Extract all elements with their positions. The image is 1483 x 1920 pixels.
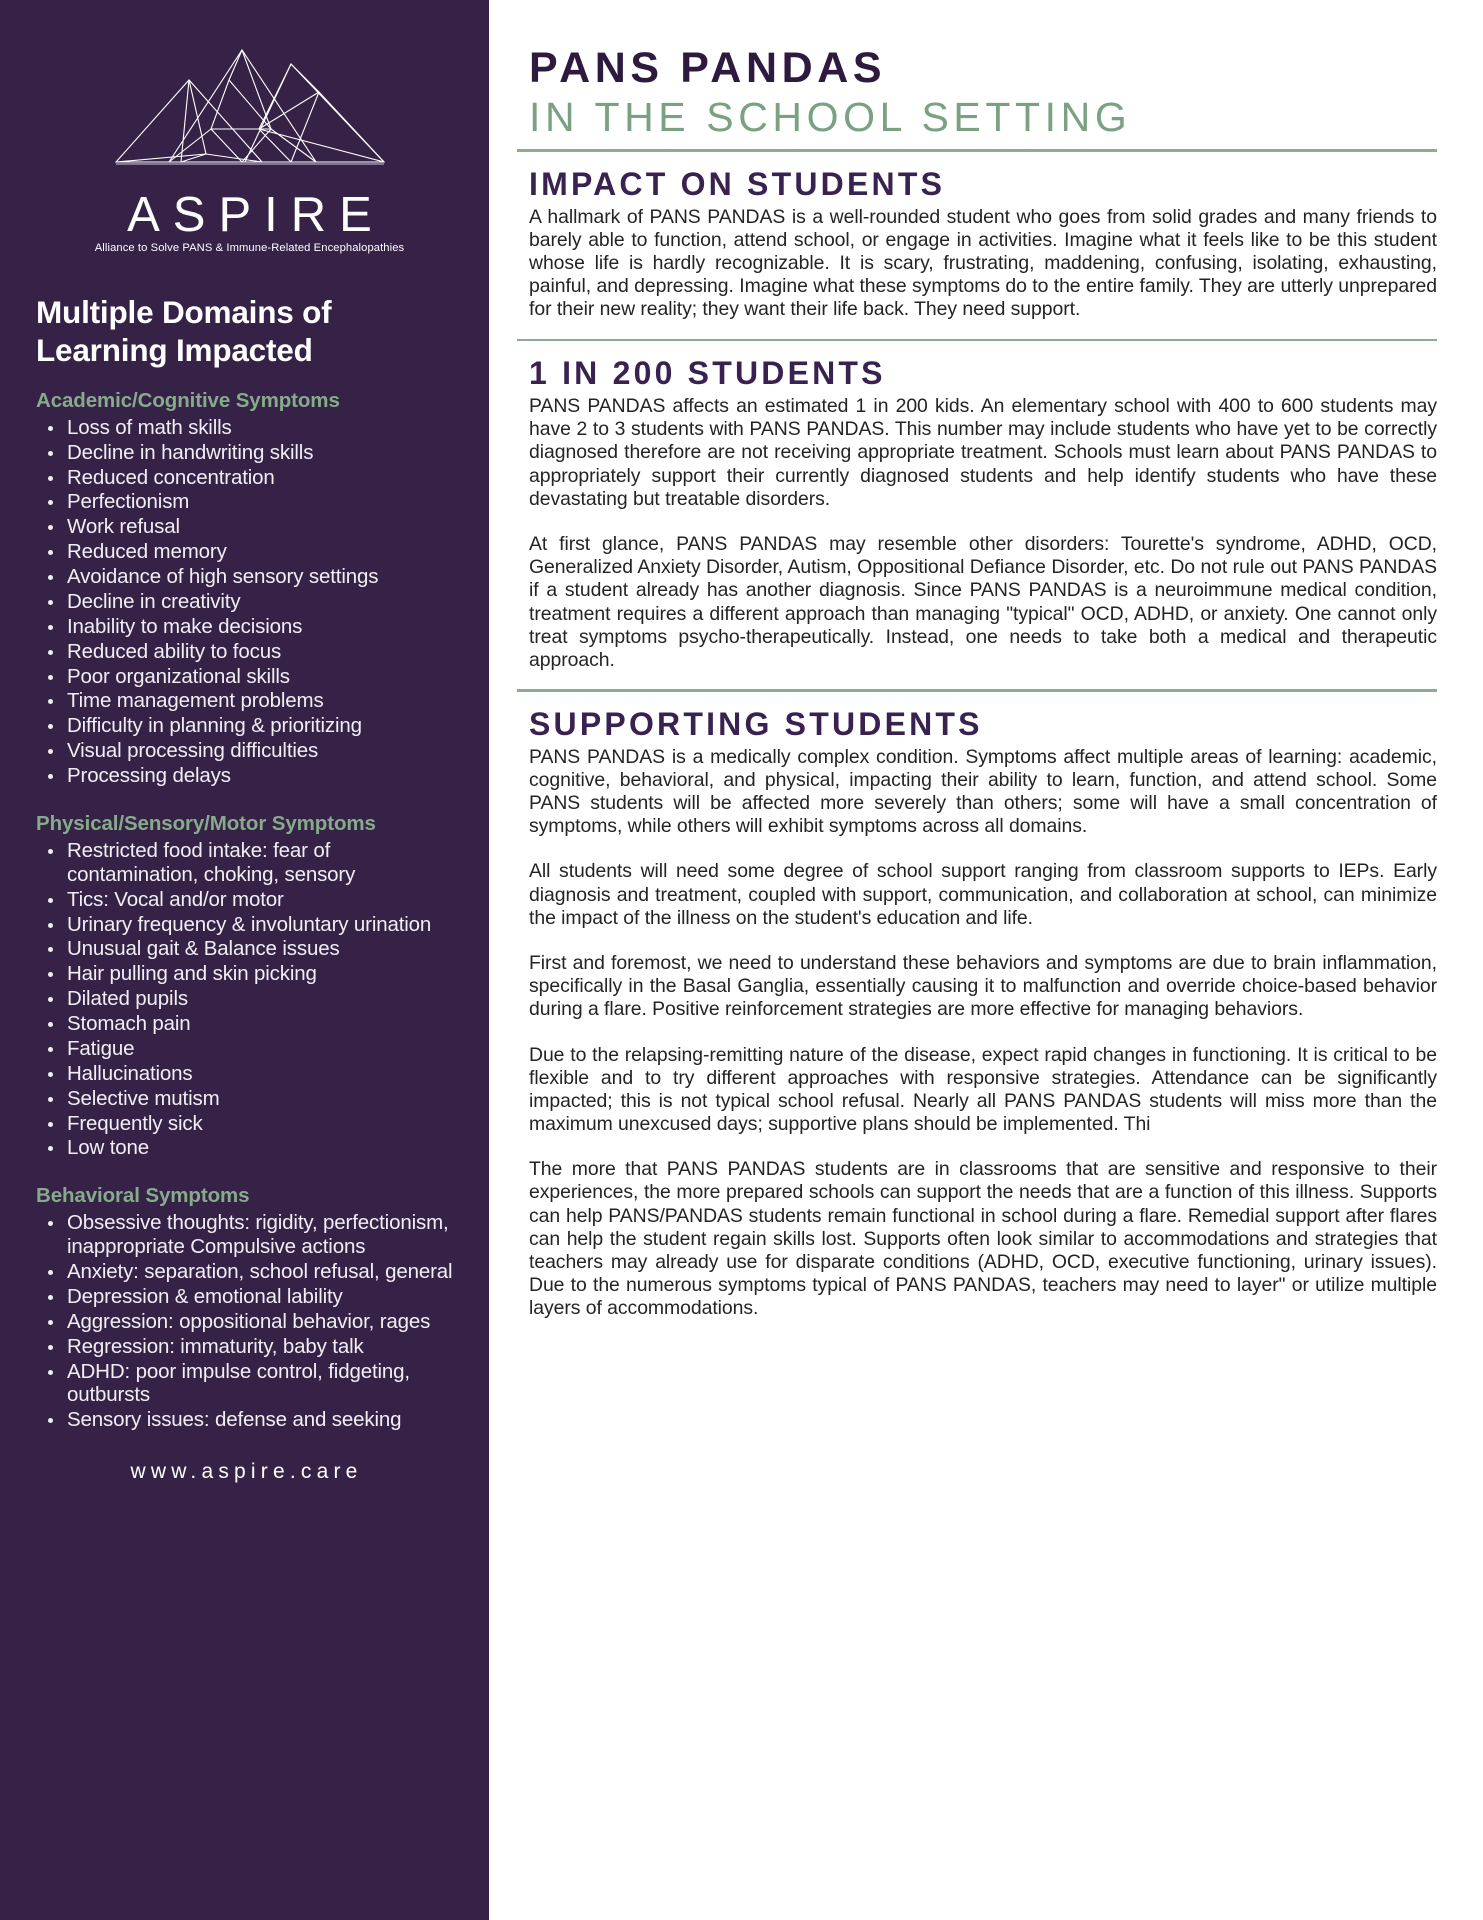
list-item: Avoidance of high sensory settings: [36, 565, 463, 589]
list-item: Time management problems: [36, 689, 463, 713]
aspire-logo: [36, 0, 463, 254]
paragraph: A hallmark of PANS PANDAS is a well-rounded student who goes from solid grades and many friends to barely able to function, attend school, or engage in activities. Imagine what it feels like to be this student whose life is hardly recognizable. It is scary, frustrating, maddening, confusing, isolating, exhausting, painful, and depressing. Imagine what these symptoms do to the entire family. They are utterly unprepared for their new reality; they want their life back. They need support.: [529, 205, 1437, 321]
list-item: Urinary frequency & involuntary urination: [36, 913, 463, 937]
list-item: Unusual gait & Balance issues: [36, 937, 463, 961]
list-item: Restricted food intake: fear of contamination, choking, sensory: [36, 839, 463, 887]
list-item: Reduced memory: [36, 540, 463, 564]
list-item: Tics: Vocal and/or motor: [36, 888, 463, 912]
list-item: Work refusal: [36, 515, 463, 539]
list-item: Processing delays: [36, 764, 463, 788]
list-item: Reduced concentration: [36, 466, 463, 490]
list-item: Visual processing difficulties: [36, 739, 463, 763]
list-item: Low tone: [36, 1136, 463, 1160]
list-item: Selective mutism: [36, 1087, 463, 1111]
list-item: Hair pulling and skin picking: [36, 962, 463, 986]
section-impact-on-students: [517, 166, 1437, 322]
category-heading-physical: Physical/Sensory/Motor Symptoms: [36, 811, 376, 835]
paragraph: PANS PANDAS is a medically complex condition. Symptoms affect multiple areas of learning: academic, cognitive, behavioral, and physical, impacting their ability to learn, function, and attend school. Some PANS students will be affected more severely than others; some will have a small concentration of symptoms, while others will exhibit symptoms across all domains.: [529, 745, 1437, 838]
category-heading-behavioral: Behavioral Symptoms: [36, 1184, 250, 1208]
list-item: Fatigue: [36, 1037, 463, 1061]
list-item: Decline in handwriting skills: [36, 441, 463, 465]
list-item: Hallucinations: [36, 1062, 463, 1086]
section-heading: IMPACT ON STUDENTS: [529, 165, 946, 202]
mountain-triangles-logo-icon: [111, 34, 389, 186]
list-item: Inability to make decisions: [36, 615, 463, 639]
divider-after-200: [517, 689, 1437, 692]
list-item: Anxiety: separation, school refusal, general: [36, 1260, 463, 1284]
paragraph: The more that PANS PANDAS students are in classrooms that are sensitive and responsive to their experiences, the more prepared schools can support the needs that are a function of this illness. Supports can help PANS/PANDAS students remain functional in school during a flare. Remedial support after flares can help the student regain skills lost. Supports often look similar to accommodations and strategies that teachers may already use for disparate conditions (ADHD, OCD, executive functioning, urinary issues). Due to the numerous symptoms typical of PANS PANDAS, teachers may need to layer" or utilize multiple layers of accommodations.: [529, 1158, 1437, 1320]
list-item: Aggression: oppositional behavior, rages: [36, 1310, 463, 1334]
list-item: Perfectionism: [36, 490, 463, 514]
symptom-list-academic: [36, 416, 463, 788]
sidebar: [0, 0, 489, 1920]
divider-top: [517, 149, 1437, 152]
list-item: Dilated pupils: [36, 987, 463, 1011]
section-1-in-200-students: [517, 355, 1437, 672]
list-item: Sensory issues: defense and seeking: [36, 1408, 463, 1432]
paragraph: First and foremost, we need to understand these behaviors and symptoms are due to brain inflammation, specifically in the Basal Ganglia, essentially causing it to malfunction and override choice-based behavior during a flare. Positive reinforcement strategies are more effective for managing behaviors.: [529, 951, 1437, 1021]
logo-tagline: Alliance to Solve PANS & Immune-Related Encephalopathies: [94, 242, 405, 255]
page-subtitle: IN THE SCHOOL SETTING: [529, 94, 1132, 141]
document-header: [517, 44, 1437, 142]
logo-wordmark: ASPIRE: [127, 188, 385, 242]
list-item: Poor organizational skills: [36, 665, 463, 689]
symptom-list-physical: [36, 839, 463, 1160]
page-title: PANS PANDAS: [529, 44, 887, 92]
sidebar-title: Multiple Domains of Learning Impacted: [36, 294, 332, 368]
section-heading: SUPPORTING STUDENTS: [529, 705, 983, 742]
paragraph: All students will need some degree of school support ranging from classroom supports to IEPs. Early diagnosis and treatment, coupled with support, communication, and collaboration at school, can minimize the impact of the illness on the student's education and life.: [529, 860, 1437, 929]
list-item: Frequently sick: [36, 1112, 463, 1136]
section-heading: 1 IN 200 STUDENTS: [529, 355, 886, 392]
paragraph: At first glance, PANS PANDAS may resemble other disorders: Tourette's syndrome, ADHD, OCD, Generalized Anxiety Disorder, Autism, Oppositional Defiance Disorder, etc. Do not rule out PANS PANDAS if a student already has another diagnosis. Since PANS PANDAS is a neuroimmune medical condition, treatment requires a different approach than managing "typical" OCD, ADHD, or anxiety. One cannot only treat symptoms psycho-therapeutically. Instead, one needs to take both a medical and therapeutic approach.: [529, 533, 1437, 671]
section-supporting-students: [517, 706, 1437, 1321]
divider-after-impact: [517, 339, 1437, 342]
list-item: Difficulty in planning & prioritizing: [36, 714, 463, 738]
paragraph: Due to the relapsing-remitting nature of the disease, expect rapid changes in functioning. It is critical to be flexible and to try different approaches with responsive strategies. Attendance can be significantly impacted; this is not typical school refusal. Nearly all PANS PANDAS students will miss more than the maximum unexcused days; supportive plans should be implemented. Thi: [529, 1043, 1437, 1136]
list-item: Reduced ability to focus: [36, 640, 463, 664]
list-item: Depression & emotional lability: [36, 1285, 463, 1309]
paragraph: PANS PANDAS affects an estimated 1 in 200 kids. An elementary school with 400 to 600 students may have 2 to 3 students with PANS PANDAS. This number may include students who have yet to be correctly diagnosed therefore are not receiving appropriate treatment. Schools must learn about PANS PANDAS to appropriately support their currently diagnosed students and help identify students who have these devastating but treatable disorders.: [529, 395, 1437, 510]
list-item: Regression: immaturity, baby talk: [36, 1335, 463, 1359]
list-item: Loss of math skills: [36, 416, 463, 440]
list-item: Obsessive thoughts: rigidity, perfectionism, inappropriate Compulsive actions: [36, 1211, 463, 1259]
list-item: ADHD: poor impulse control, fidgeting, outbursts: [36, 1360, 463, 1408]
list-item: Stomach pain: [36, 1012, 463, 1036]
category-heading-academic: Academic/Cognitive Symptoms: [36, 388, 340, 412]
list-item: Decline in creativity: [36, 590, 463, 614]
main-content: [489, 0, 1483, 1920]
website-url[interactable]: www.aspire.care: [130, 1460, 363, 1484]
symptom-list-behavioral: [36, 1211, 463, 1432]
